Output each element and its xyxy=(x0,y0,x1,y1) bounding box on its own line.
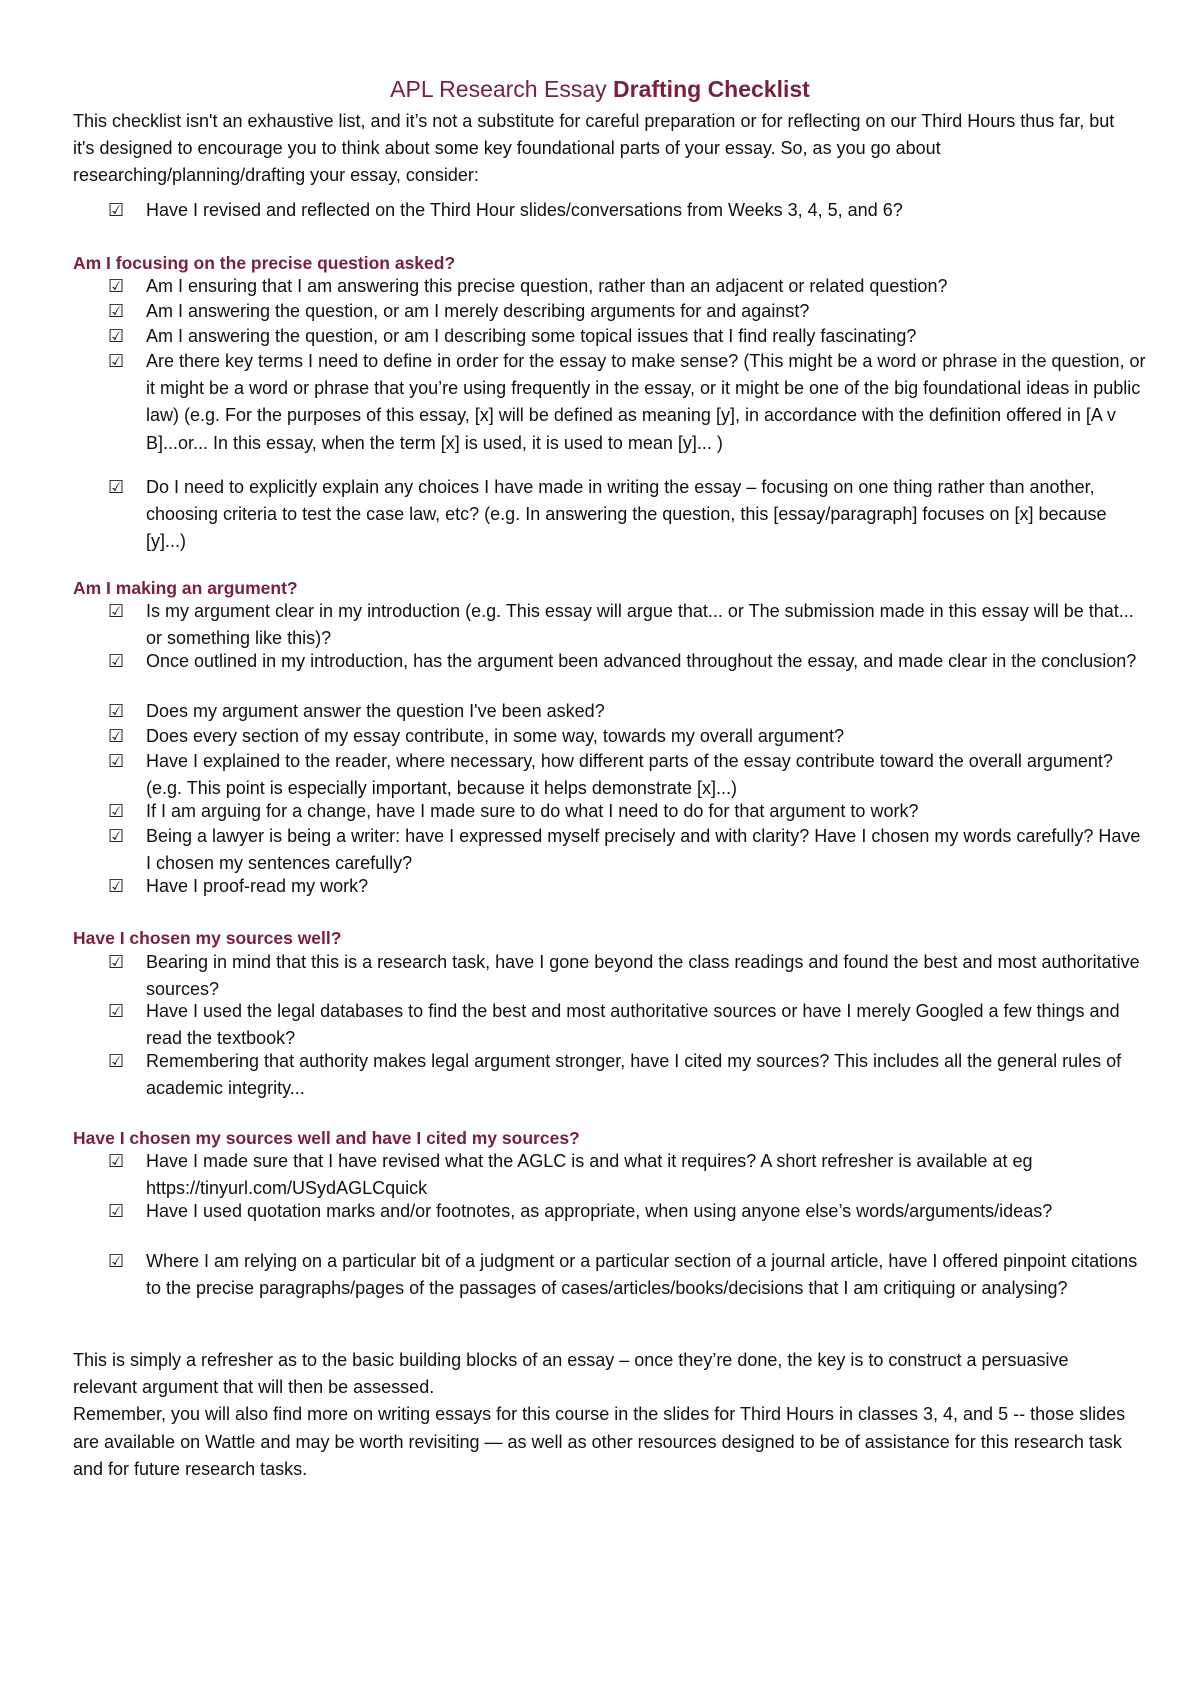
checklist-item-text: Have I made sure that I have revised what the AGLC is and what it requires? A short refresher is available at eg https://tinyurl.com/USydAGLCquick xyxy=(146,1151,1033,1199)
checklist-item-text: Remembering that authority makes legal argument stronger, have I cited my sources? This includes all the general rules of academic integrity... xyxy=(146,1051,1122,1099)
checkbox-checked-icon: ☑ xyxy=(108,1201,125,1221)
checklist-item-text: Am I answering the question, or am I merely describing arguments for and against? xyxy=(146,301,810,321)
checkbox-checked-icon: ☑ xyxy=(108,701,125,721)
intro-text: This checklist isn't an exhaustive list, and it’s not a substitute for careful preparation or for reflecting on our Third Hours thus far, but it's designed to encourage you to think about some key foundational parts of your essay. So, as you go about researching/planning/drafting your essay, consider: xyxy=(73,111,1115,185)
page-title xyxy=(0,74,1200,104)
closing-paragraphs xyxy=(73,1347,1133,1483)
checklist-item-text: Is my argument clear in my introduction (e.g. This essay will argue that... or The submission made in this essay will be that... or something like this)? xyxy=(146,601,1134,649)
checkbox-checked-icon: ☑ xyxy=(108,651,125,671)
checklist-item-text: Am I ensuring that I am answering this precise question, rather than an adjacent or related question? xyxy=(146,276,948,296)
checklist-item-text: Bearing in mind that this is a research task, have I gone beyond the class readings and found the best and most authoritative sources? xyxy=(146,952,1140,1000)
checkbox-checked-icon: ☑ xyxy=(108,326,125,346)
checkbox-checked-icon: ☑ xyxy=(108,351,125,371)
checklist-item-text: Have I revised and reflected on the Third Hour slides/conversations from Weeks 3, 4, 5, and 6? xyxy=(146,200,903,220)
section-heading: Have I chosen my sources well? xyxy=(73,928,342,948)
checkbox-checked-icon: ☑ xyxy=(108,1151,125,1171)
checkbox-checked-icon: ☑ xyxy=(108,477,125,497)
closing-paragraph: Remember, you will also find more on writing essays for this course in the slides for Third Hours in classes 3, 4, and 5 -- those slides are available on Wattle and may be worth revisiting — as well as other resources designed to be of assistance for this research task and for future research tasks. xyxy=(73,1404,1126,1479)
intro-paragraph xyxy=(73,108,1123,189)
section-heading: Am I making an argument? xyxy=(73,578,298,598)
checklist-item-text: Have I proof-read my work? xyxy=(146,876,369,896)
checklist-item-text: Do I need to explicitly explain any choices I have made in writing the essay – focusing on one thing rather than another, choosing criteria to test the case law, etc? (e.g. In answering the question, this [essay/paragraph] focuses on [x] because [y]...) xyxy=(146,477,1107,552)
checkbox-checked-icon: ☑ xyxy=(108,952,125,972)
checkbox-checked-icon: ☑ xyxy=(108,276,125,296)
checklist-item-text: Are there key terms I need to define in order for the essay to make sense? (This might be a word or phrase in the question, or it might be a word or phrase that you’re using frequently in the essay, or it might be one of the big foundational ideas in public law) (e.g. For the purposes of this essay, [x] will be defined as meaning [y], in accordance with the definition offered in [A v B]...or... In this essay, when the term [x] is used, it is used to mean [y]... ) xyxy=(146,351,1146,453)
checkbox-checked-icon: ☑ xyxy=(108,826,125,846)
checkbox-checked-icon: ☑ xyxy=(108,1051,125,1071)
checklist-item-text: Have I used the legal databases to find the best and most authoritative sources or have I merely Googled a few things and read the textbook? xyxy=(146,1001,1120,1049)
checkbox-checked-icon: ☑ xyxy=(108,876,125,896)
checkbox-checked-icon: ☑ xyxy=(108,1001,125,1021)
section-heading: Have I chosen my sources well and have I cited my sources? xyxy=(73,1128,580,1148)
checklist-item-text: Have I explained to the reader, where necessary, how different parts of the essay contribute toward the overall argument? (e.g. This point is especially important, because it helps demonstrate [x]...) xyxy=(146,751,1113,799)
checkbox-checked-icon: ☑ xyxy=(108,200,125,220)
title-bold: Drafting Checklist xyxy=(613,76,810,102)
checklist-item-text: Does every section of my essay contribute, in some way, towards my overall argument? xyxy=(146,726,844,746)
checklist-item-text: If I am arguing for a change, have I made sure to do what I need to do for that argument to work? xyxy=(146,801,919,821)
checklist-item-text: Am I answering the question, or am I describing some topical issues that I find really fascinating? xyxy=(146,326,917,346)
checklist-item-text: Once outlined in my introduction, has the argument been advanced throughout the essay, and made clear in the conclusion? xyxy=(146,651,1137,671)
checkbox-checked-icon: ☑ xyxy=(108,726,125,746)
checkbox-checked-icon: ☑ xyxy=(108,801,125,821)
section-heading: Am I focusing on the precise question asked? xyxy=(73,253,456,273)
closing-paragraph: This is simply a refresher as to the basic building blocks of an essay – once they’re done, the key is to construct a persuasive relevant argument that will then be assessed. xyxy=(73,1350,1069,1398)
checklist-item-text: Have I used quotation marks and/or footnotes, as appropriate, when using anyone else’s words/arguments/ideas? xyxy=(146,1201,1053,1221)
checkbox-checked-icon: ☑ xyxy=(108,751,125,771)
checkbox-checked-icon: ☑ xyxy=(108,1251,125,1271)
checklist-item-text: Where I am relying on a particular bit of a judgment or a particular section of a journal article, have I offered pinpoint citations to the precise paragraphs/pages of the passages of cases/articles/books/decisions that I am critiquing or analysing? xyxy=(146,1251,1138,1299)
checklist-item-text: Being a lawyer is being a writer: have I expressed myself precisely and with clarity? Have I chosen my words carefully? Have I chosen my sentences carefully? xyxy=(146,826,1141,874)
checkbox-checked-icon: ☑ xyxy=(108,301,125,321)
checkbox-checked-icon: ☑ xyxy=(108,601,125,621)
checklist-item-text: Does my argument answer the question I've been asked? xyxy=(146,701,605,721)
title-regular: APL Research Essay xyxy=(390,76,614,102)
